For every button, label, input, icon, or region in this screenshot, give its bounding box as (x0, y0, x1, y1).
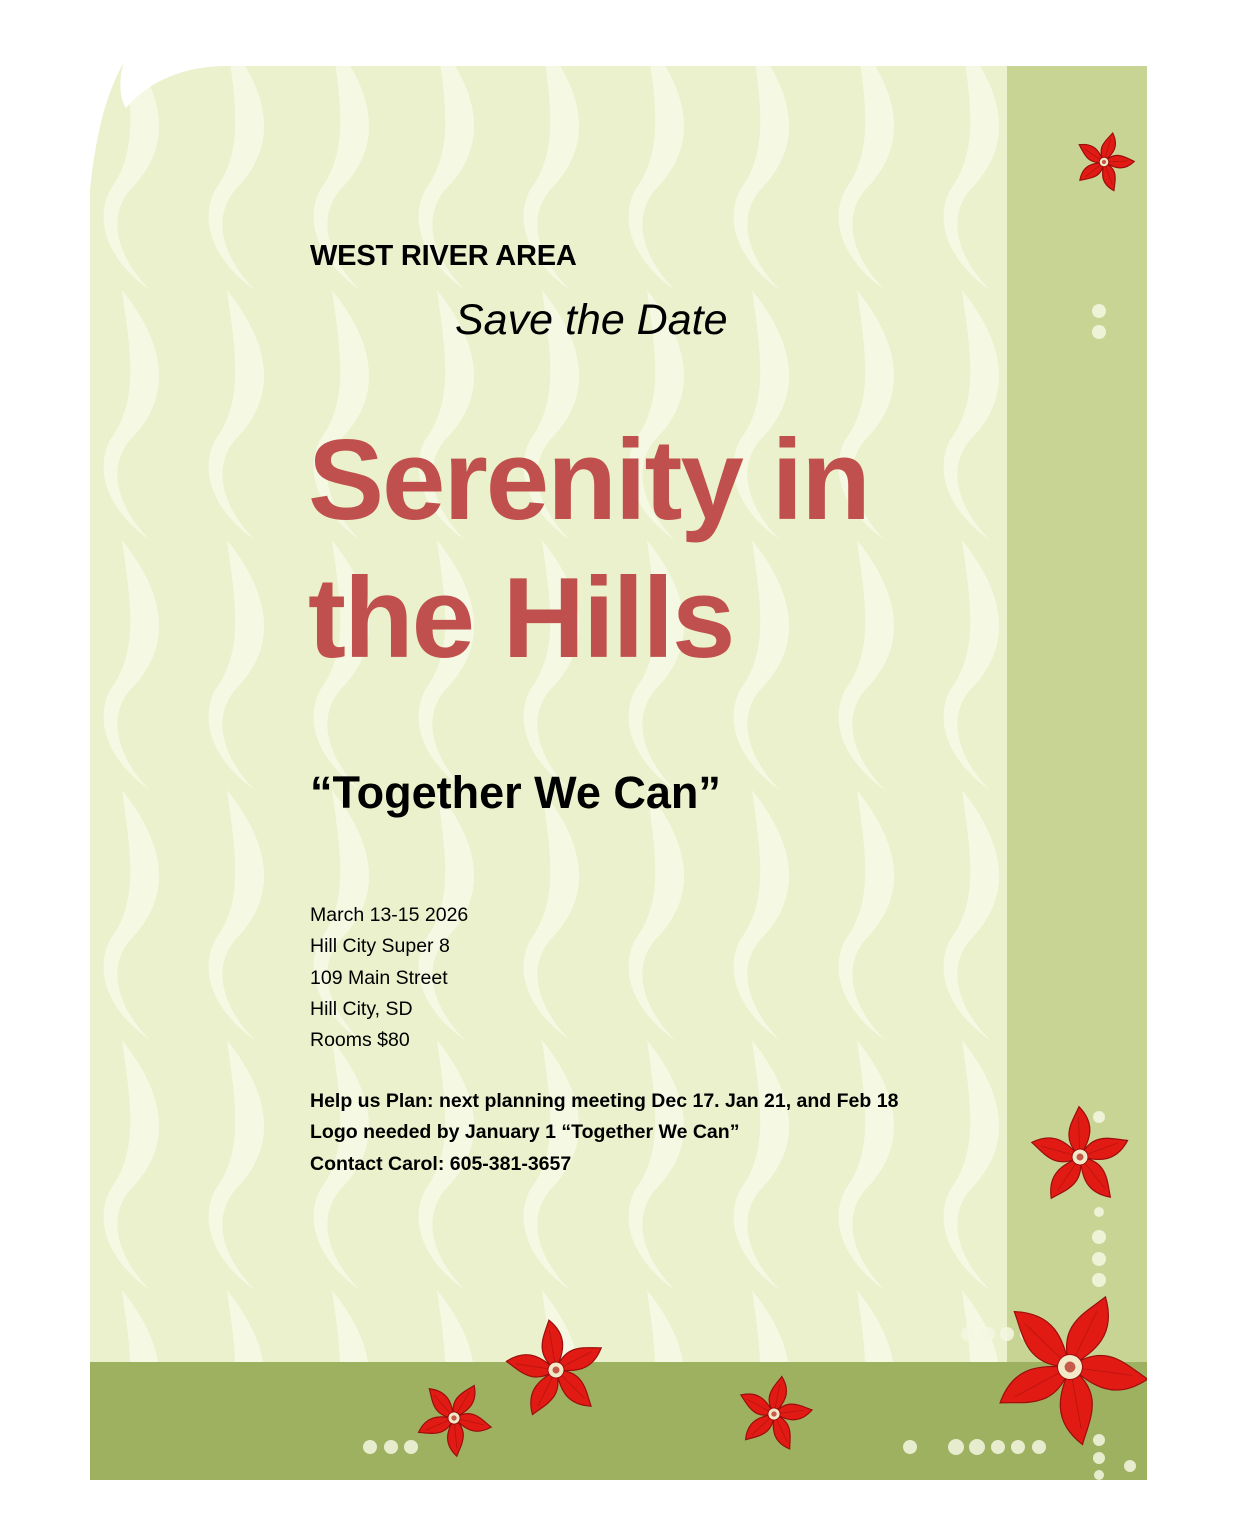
planning-meetings-note: Help us Plan: next planning meeting Dec 17. Jan 21, and Feb 18 (310, 1090, 899, 1112)
dot-icon (384, 1440, 398, 1454)
dot-icon (1032, 1440, 1046, 1454)
dot-icon (991, 1440, 1005, 1454)
bottom-band (80, 1362, 1160, 1492)
venue-name: Hill City Super 8 (310, 935, 450, 958)
organization-name: WEST RIVER AREA (310, 240, 577, 272)
event-motto: “Together We Can” (310, 767, 721, 818)
event-details (310, 900, 468, 1056)
dot-icon (404, 1440, 418, 1454)
dot-icon (1093, 1434, 1105, 1446)
venue-street: 109 Main Street (310, 966, 448, 989)
dot-icon (1000, 1327, 1014, 1341)
dot-icon (1094, 1207, 1104, 1217)
dot-icon (969, 1439, 985, 1455)
dot-icon (1092, 325, 1106, 339)
dot-icon (1092, 1273, 1106, 1287)
planning-notes (310, 1086, 898, 1180)
contact-note: Contact Carol: 605-381-3657 (310, 1152, 572, 1175)
venue-city: Hill City, SD (310, 997, 413, 1020)
dot-icon (363, 1440, 377, 1454)
dot-icon (1092, 304, 1106, 318)
dot-icon (948, 1439, 964, 1455)
dot-icon (1092, 1252, 1106, 1266)
logo-request-note: Logo needed by January 1 “Together We Can” (310, 1121, 740, 1144)
dot-icon (1124, 1460, 1136, 1472)
dot-icon (1092, 1230, 1106, 1244)
dot-icon (981, 1327, 995, 1341)
dot-icon (903, 1440, 917, 1454)
right-sidebar-band (1007, 60, 1157, 1490)
room-rate: Rooms $80 (310, 1029, 410, 1052)
event-title: Serenity in the Hills (308, 417, 869, 682)
save-the-date-tagline: Save the Date (455, 296, 728, 344)
dot-icon (1093, 1452, 1105, 1464)
dot-icon (1094, 1470, 1104, 1480)
event-date: March 13-15 2026 (310, 904, 469, 926)
dot-icon (1093, 1111, 1105, 1123)
dot-icon (1011, 1440, 1025, 1454)
dot-icon (961, 1327, 975, 1341)
